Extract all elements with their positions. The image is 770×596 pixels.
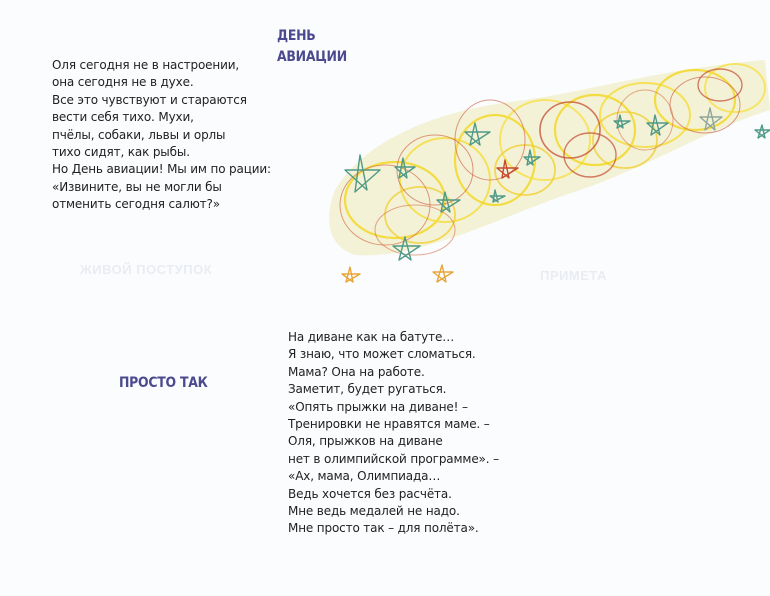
title-line: ПРОСТО ТАК [119, 375, 208, 391]
poem-line: Тренировки не нравятся маме. – [288, 417, 490, 432]
poem-line: она сегодня не в духе. [52, 75, 194, 90]
show-through-heading: ПРИМЕТА [540, 268, 607, 283]
poem-line: «Извините, вы не могли бы [52, 179, 222, 194]
crayon-sky-illustration [325, 20, 770, 295]
poem-line: Оля, прыжков на диване [288, 434, 443, 449]
show-through-heading: ЖИВОЙ ПОСТУПОК [80, 262, 213, 277]
title-line: ДЕНЬ [277, 28, 316, 44]
poem-line: пчёлы, собаки, львы и орлы [52, 127, 226, 142]
poem-line: На диване как на батуте… [288, 330, 455, 344]
poem-line: «Ах, мама, Олимпиада… [288, 469, 441, 484]
poem-line: Оля сегодня не в настроении, [52, 58, 240, 72]
crayon-wash [329, 60, 770, 255]
poem-line: Мне просто так – для полёта». [288, 521, 479, 536]
star-icon [755, 125, 770, 138]
poem-line: отменить сегодня салют?» [52, 197, 220, 212]
star-icon [433, 265, 453, 282]
poem-line: Мне ведь медалей не надо. [288, 504, 460, 519]
poem-line: Заметит, будет ругаться. [288, 382, 447, 397]
poem-line: Мама? Она на работе. [288, 364, 425, 379]
star-icon [342, 267, 360, 282]
poem-line: нет в олимпийской программе». – [288, 451, 499, 466]
poem-line: Все это чувствуют и стараются [52, 92, 247, 107]
poem-line: тихо сидят, как рыбы. [52, 145, 190, 160]
poem-line: «Опять прыжки на диване! – [288, 399, 468, 414]
poem-just-because [288, 329, 499, 538]
title-line: АВИАЦИИ [277, 49, 347, 65]
poem-aviation-day [52, 57, 271, 214]
poem-line: Ведь хочется без расчёта. [288, 486, 452, 501]
poem-line: Но День авиации! Мы им по рации: [52, 162, 271, 177]
section-title-just-because [119, 373, 208, 394]
poem-line: Я знаю, что может сломаться. [288, 347, 476, 362]
poem-line: вести себя тихо. Мухи, [52, 110, 194, 125]
